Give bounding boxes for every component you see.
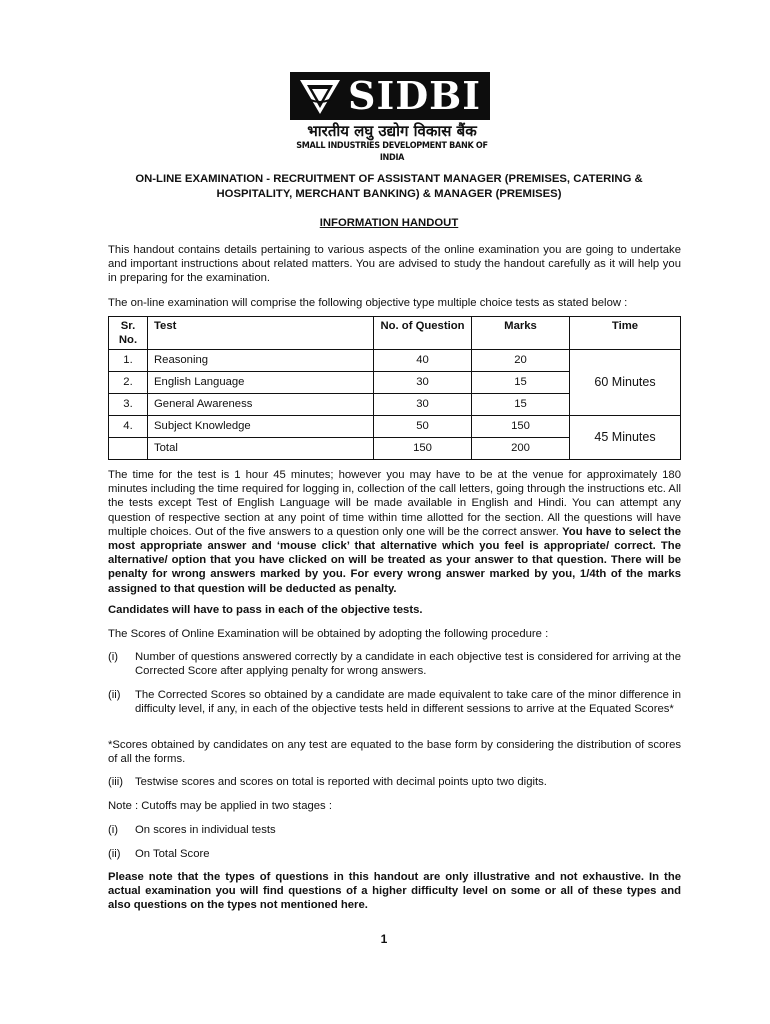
row-test: Subject Knowledge	[148, 416, 374, 438]
list-text: On Total Score	[135, 848, 210, 860]
list-item	[108, 688, 681, 716]
tests-table	[108, 316, 681, 460]
total-sr-empty	[109, 438, 148, 460]
table-header-row	[109, 317, 681, 350]
time-paragraph-bold: You have to select the most appropriate answer and ‘mouse click’ that alternative which you feel is appropriate/ correct. The alternative/ option that you have clicked on will be treated as your answer to that question. There will be penalty for wrong answers marked by you. For every wrong answer marked by you, 1/4th of the marks assigned to that question will be deducted as penalty.	[108, 525, 681, 595]
row-sr: 1.	[109, 350, 148, 372]
time-paragraph	[108, 468, 681, 596]
row-test: General Awareness	[148, 394, 374, 416]
star-note-paragraph: *Scores obtained by candidates on any test are equated to the base form by considering the distribution of scores of all the forms.	[108, 739, 681, 766]
row-test: Reasoning	[148, 350, 374, 372]
logo-hindi-text: भारतीय लघु उद्योग विकास बैंक	[307, 122, 477, 140]
row-marks: 15	[472, 394, 570, 416]
pass-paragraph: Candidates will have to pass in each of the objective tests.	[108, 604, 423, 616]
list-item	[108, 775, 681, 789]
list-marker: (iii)	[108, 776, 124, 788]
row-marks: 150	[472, 416, 570, 438]
document-title: ON-LINE EXAMINATION - RECRUITMENT OF ASSISTANT MANAGER (PREMISES, CATERING & HOSPITALITY, MERCHANT BANKING) & MANAGER (PREMISES)	[135, 173, 643, 200]
total-label: Total	[148, 438, 374, 460]
row-questions: 40	[374, 350, 472, 372]
list-marker: (ii)	[108, 848, 121, 860]
list-marker: (ii)	[108, 689, 121, 701]
sidbi-logo	[290, 72, 494, 164]
header-sr: Sr. No.	[109, 317, 148, 350]
list-item	[108, 847, 681, 861]
table-row	[109, 416, 681, 438]
header-time: Time	[570, 317, 681, 350]
final-paragraph: Please note that the types of questions in this handout are only illustrative and not exhaustive. In the actual examination you will find questions of a higher difficulty level on some or all of these types and also questions on the types not mentioned here.	[108, 871, 681, 912]
total-marks: 200	[472, 438, 570, 460]
logo-wordmark: SIDBI	[348, 73, 482, 118]
row-questions: 30	[374, 394, 472, 416]
row-sr: 4.	[109, 416, 148, 438]
list-marker: (i)	[108, 824, 119, 836]
list-text: The Corrected Scores so obtained by a candidate are made equivalent to take care of the minor difference in difficulty level, if any, in each of the objective tests held in different sessions to arrive at the Equated Scores*	[135, 689, 681, 716]
row-marks: 15	[472, 372, 570, 394]
row-sr: 2.	[109, 372, 148, 394]
row-marks: 20	[472, 350, 570, 372]
table-row	[109, 350, 681, 372]
comprise-paragraph: The on-line examination will comprise the following objective type multiple choice tests as stated below :	[108, 297, 628, 309]
header-questions: No. of Question	[374, 317, 472, 350]
list-text: Number of questions answered correctly by a candidate in each objective test is considered for arriving at the Corrected Score after applying penalty for wrong answers.	[135, 651, 681, 678]
row-sr: 3.	[109, 394, 148, 416]
intro-paragraph: This handout contains details pertaining to various aspects of the online examination you are going to undertake and important instructions about related matters. You are advised to study the handout carefully as it will help you in preparing for the examination.	[108, 244, 681, 285]
sidbi-emblem-icon	[296, 74, 344, 118]
list-text: Testwise scores and scores on total is reported with decimal points upto two digits.	[135, 776, 547, 788]
scores-intro-paragraph: The Scores of Online Examination will be obtained by adopting the following procedure :	[108, 628, 549, 640]
page-number: 1	[380, 932, 388, 946]
document-subtitle: INFORMATION HANDOUT	[319, 217, 459, 229]
list-item	[108, 823, 681, 837]
time-cell-group1: 60 Minutes	[570, 350, 681, 416]
logo-english-text: SMALL INDUSTRIES DEVELOPMENT BANK OF INDIA	[296, 141, 488, 163]
time-paragraph-plain: The time for the test is 1 hour 45 minutes; however you may have to be at the venue for approximately 180 minutes including the time required for logging in, collection of the call letters, going through the instructions etc. All the tests except Test of English Language will be made available in English and Hindi. You can attempt any question of respective section at any point of time within time allotted for the section. All the questions will have multiple choices. Out of the five answers to a question only one will be the correct answer.	[108, 469, 681, 538]
header-marks: Marks	[472, 317, 570, 350]
row-questions: 30	[374, 372, 472, 394]
list-marker: (i)	[108, 651, 119, 663]
total-questions: 150	[374, 438, 472, 460]
logo-banner	[290, 72, 490, 120]
list-text: On scores in individual tests	[135, 824, 276, 836]
header-test: Test	[148, 317, 374, 350]
row-test: English Language	[148, 372, 374, 394]
row-questions: 50	[374, 416, 472, 438]
list-item	[108, 650, 681, 678]
time-cell-group2: 45 Minutes	[570, 416, 681, 460]
note-paragraph: Note : Cutoffs may be applied in two stages :	[108, 800, 332, 812]
